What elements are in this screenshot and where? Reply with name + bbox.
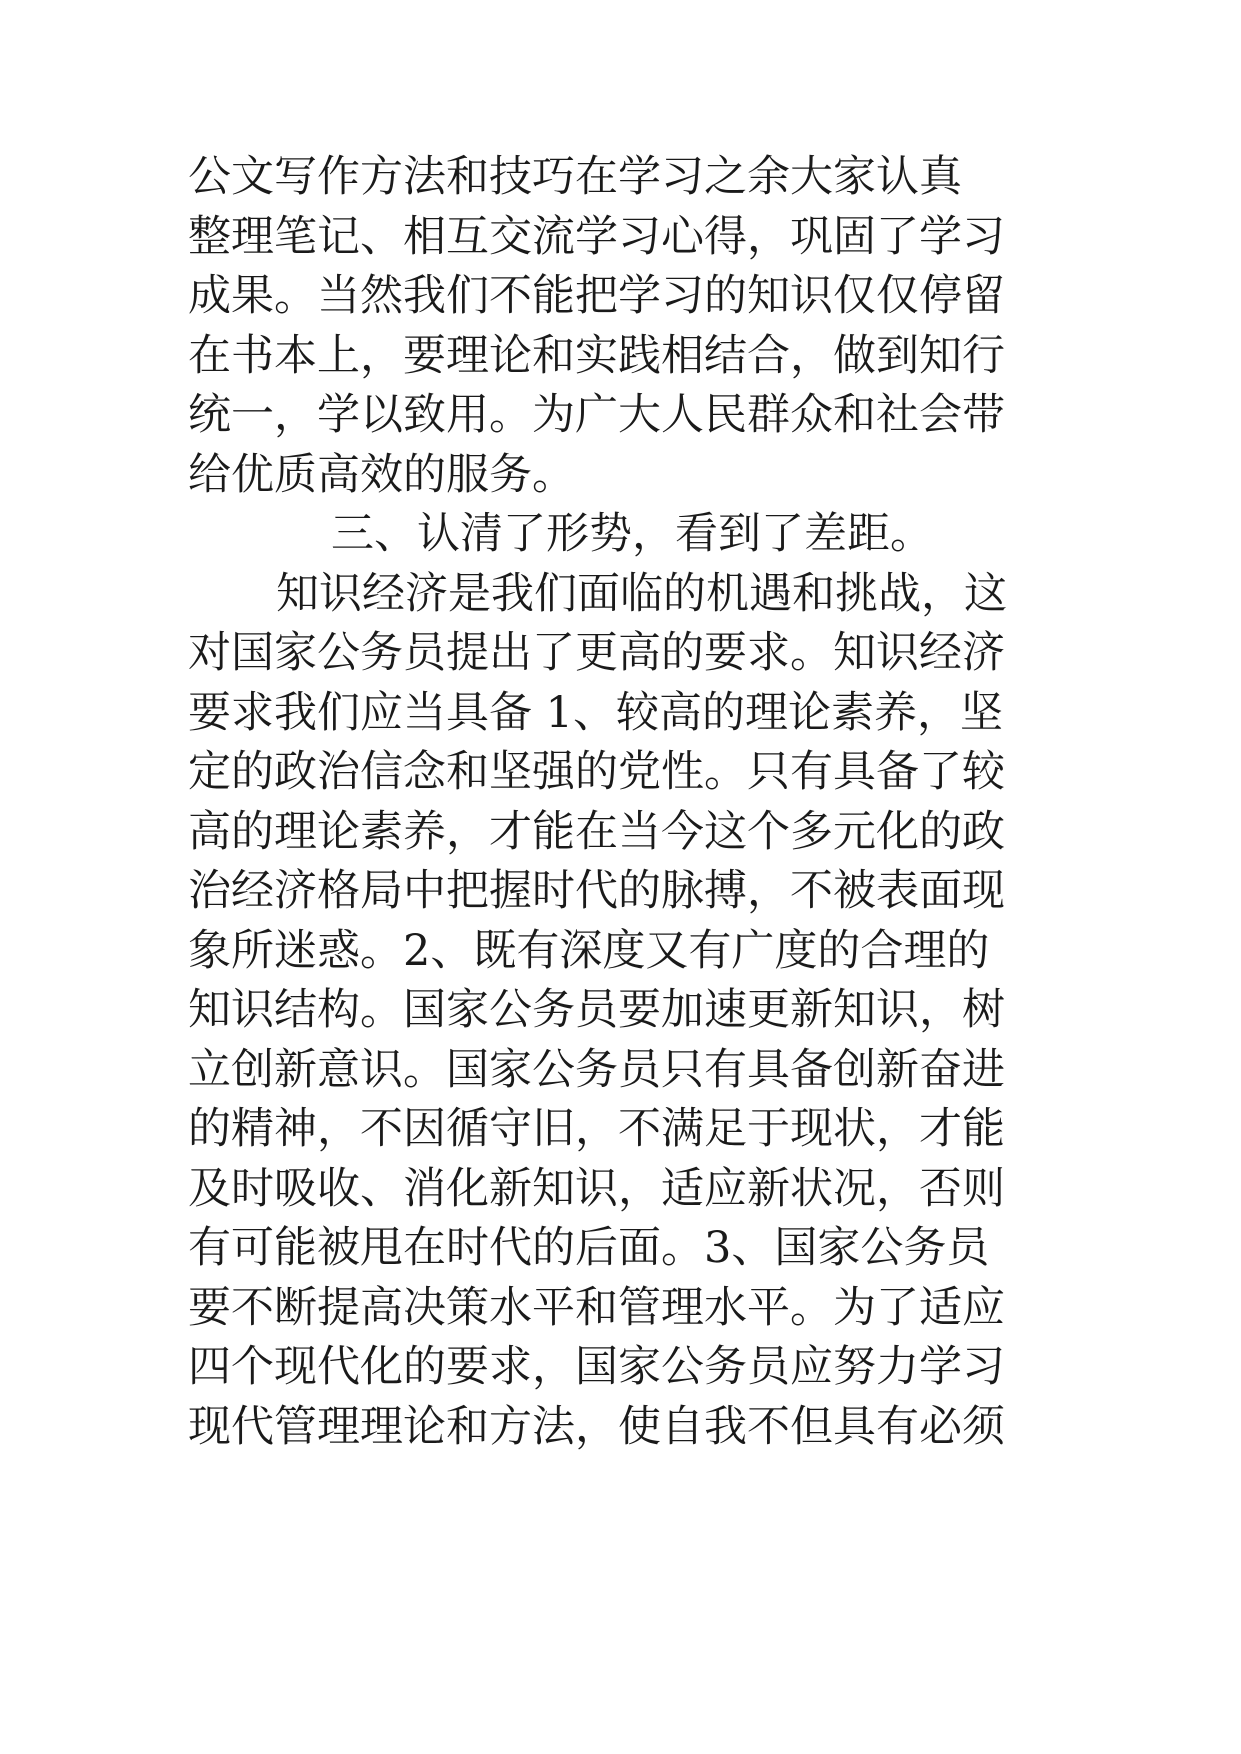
body-text — [188, 148, 1068, 1457]
paragraph-first-line: 知识经济是我们面临的机遇和挑战，这 — [276, 568, 1007, 619]
text-line: 有可能被甩在时代的后面。3、国家公务员 — [188, 1223, 990, 1273]
text-line: 整理笔记、相互交流学习心得，巩固了学习 — [188, 211, 1005, 262]
text-line: 在书本上，要理论和实践相结合，做到知行 — [188, 330, 1005, 381]
text-line: 的精神，不因循守旧，不满足于现状，才能 — [188, 1104, 1005, 1154]
text-line: 定的政治信念和坚强的党性。只有具备了较 — [188, 747, 1005, 797]
section-heading: 三、认清了形势，看到了差距。 — [331, 509, 933, 559]
text-line: 要求我们应当具备 1、较高的理论素养，坚 — [188, 687, 1004, 738]
text-line: 统一，学以致用。为广大人民群众和社会带 — [188, 390, 1005, 440]
text-line: 公文写作方法和技巧在学习之余大家认真 — [188, 152, 962, 202]
text-line: 现代管理理论和方法，使自我不但具有必须 — [188, 1401, 1005, 1452]
text-line: 象所迷惑。2、既有深度又有广度的合理的 — [188, 925, 990, 976]
text-line: 及时吸收、消化新知识，适应新状况，否则 — [188, 1163, 1005, 1214]
text-line: 成果。当然我们不能把学习的知识仅仅停留 — [188, 271, 1005, 321]
text-line: 高的理论素养，才能在当今这个多元化的政 — [188, 806, 1005, 857]
text-line: 知识结构。国家公务员要加速更新知识，树 — [188, 985, 1005, 1035]
text-line: 对国家公务员提出了更高的要求。知识经济 — [188, 628, 1005, 678]
text-line: 要不断提高决策水平和管理水平。为了适应 — [188, 1282, 1005, 1333]
text-line: 立创新意识。国家公务员只有具备创新奋进 — [188, 1044, 1005, 1095]
text-line: 四个现代化的要求，国家公务员应努力学习 — [188, 1342, 1005, 1392]
text-line: 给优质高效的服务。 — [188, 449, 575, 500]
text-line: 治经济格局中把握时代的脉搏，不被表面现 — [188, 866, 1005, 916]
